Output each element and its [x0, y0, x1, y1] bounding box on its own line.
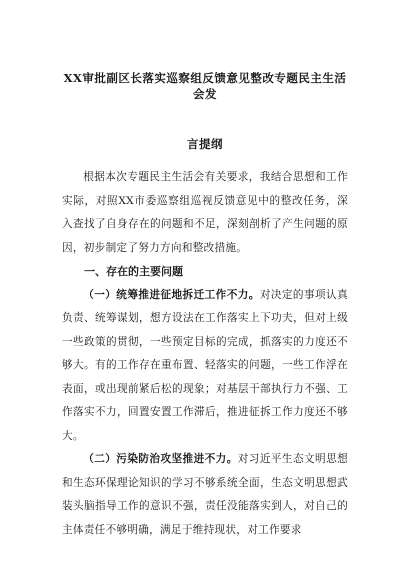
section-heading-main-problems: 一、存在的主要问题	[84, 265, 183, 278]
problem-item-1-heading: （一）统筹推进征地拆迁工作不力。	[83, 288, 260, 301]
problem-item-2	[62, 448, 348, 542]
intro-paragraph: 根据本次专题民主生活会有关要求，我结合思想和工作实际，对照XX市委巡察组巡视反馈意见中的整改任务，深入查找了自身存在的问题和不足，深刻剖析了产生问题的原因，初步制定了努力方向和整改措施。	[62, 171, 348, 254]
document-title-line-2: 言提纲	[187, 137, 223, 151]
problem-item-2-body: 对习近平生态文明思想和生态环保理论知识的学习不够系统全面，生态文明思想武装头脑指导工作的意识不强，责任没能落实到人，对自己的主体责任不够明确，满足于维持现状，对工作要求	[62, 453, 349, 536]
problem-item-2-heading: （二）污染防治攻坚推进不力。	[83, 453, 238, 465]
document-title-line-1: XX审批副区长落实巡察组反馈意见整改专题民主生活会发	[63, 71, 347, 101]
problem-item-1	[62, 284, 348, 449]
problem-item-1-body: 对决定的事项认真负责、统筹谋划，想方设法在工作落实上下功夫，但对上级一些政策的贯彻，一些预定目标的完成，抓落实的力度还不够大。有的工作存在重布置、轻落实的问题，一些工作浮在表面，或出现前紧后松的现象；对基层干部执行力不强、工作落实不力，回置安置工作滞后，推进征拆工作力度还不够大。	[62, 288, 348, 442]
